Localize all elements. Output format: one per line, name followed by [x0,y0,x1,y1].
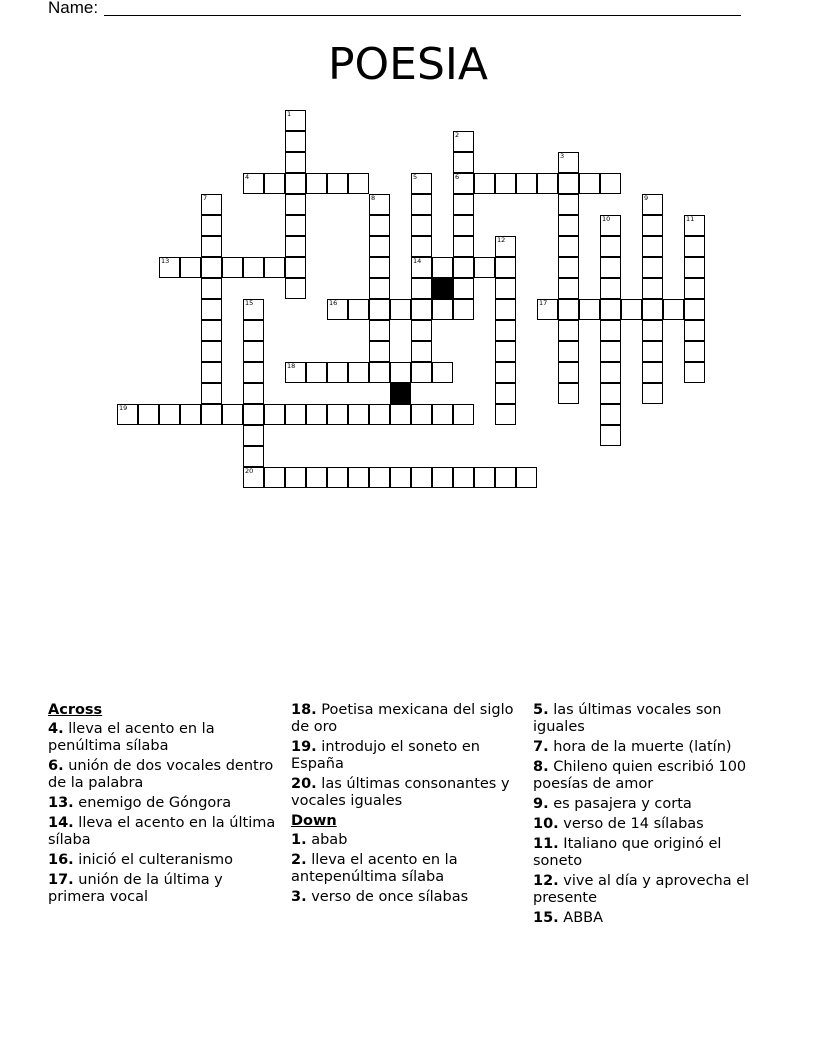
clue-item [291,739,523,773]
grid-cell[interactable] [243,446,264,467]
grid-cell[interactable] [600,404,621,425]
clue-number: 2 [455,131,460,139]
grid-cell[interactable] [348,173,369,194]
grid-cell[interactable] [243,362,264,383]
grid-cell[interactable] [684,236,705,257]
clue-item-text: Chileno quien escribió 100 poesías de amor [533,759,747,792]
grid-cell[interactable] [243,257,264,278]
grid-cell[interactable] [306,362,327,383]
clue-item-text: abab [306,832,348,848]
clue-column-1 [48,702,280,909]
clue-item-number: 6. [48,758,64,774]
clue-item-text: las últimas vocales son iguales [533,702,722,735]
clue-item-text: unión de dos vocales dentro de la palabra [48,758,274,791]
clue-number: 9 [644,194,649,202]
grid-cell[interactable] [684,341,705,362]
grid-cell[interactable] [558,299,579,320]
clue-item-number: 18. [291,702,317,718]
clue-item-text: verso de once sílabas [306,889,469,905]
clue-item-number: 20. [291,776,317,792]
clue-item [533,739,765,756]
grid-cell[interactable] [537,173,558,194]
grid-cell[interactable] [285,257,306,278]
clue-number: 8 [371,194,376,202]
grid-cell[interactable] [642,320,663,341]
grid-cell[interactable] [369,278,390,299]
clue-item-number: 11. [533,836,559,852]
grid-cell[interactable] [348,404,369,425]
grid-cell[interactable] [558,257,579,278]
grid-cell[interactable] [684,362,705,383]
grid-cell[interactable] [201,236,222,257]
clue-item-text: ABBA [558,910,604,926]
clue-item-text: lleva el acento en la última sílaba [48,815,276,848]
grid-cell[interactable] [495,278,516,299]
grid-cell[interactable] [684,257,705,278]
grid-cell[interactable] [285,278,306,299]
grid-cell[interactable] [432,404,453,425]
clue-item-text: las últimas consonantes y vocales iguales [291,776,510,809]
grid-cell[interactable] [285,194,306,215]
grid-cell[interactable] [558,215,579,236]
clue-item-number: 12. [533,873,559,889]
grid-cell[interactable] [558,194,579,215]
grid-cell[interactable] [495,362,516,383]
grid-cell[interactable] [600,362,621,383]
grid-cell[interactable] [642,257,663,278]
grid-cell[interactable] [516,173,537,194]
grid-cell[interactable] [411,299,432,320]
clue-number: 3 [560,152,565,160]
clue-item-number: 13. [48,795,74,811]
grid-cell[interactable] [201,320,222,341]
grid-cell[interactable] [453,257,474,278]
grid-cell[interactable] [495,299,516,320]
grid-cell[interactable] [411,467,432,488]
grid-cell[interactable] [579,299,600,320]
grid-cell[interactable] [453,467,474,488]
clue-item-number: 5. [533,702,549,718]
grid-cell[interactable] [516,467,537,488]
grid-cell[interactable] [453,152,474,173]
grid-cell[interactable] [243,404,264,425]
clue-number: 12 [497,236,506,244]
grid-cell[interactable] [369,257,390,278]
clue-number: 7 [203,194,208,202]
clue-item [533,796,765,813]
grid-cell[interactable] [474,173,495,194]
crossword-grid [0,0,816,500]
clue-item-text: lleva el acento en la penúltima sílaba [48,721,215,754]
grid-cell[interactable] [453,215,474,236]
clue-number: 20 [245,467,254,475]
clue-item [291,832,523,849]
grid-cell[interactable] [201,299,222,320]
grid-cell[interactable] [621,299,642,320]
grid-cell[interactable] [642,299,663,320]
grid-cell[interactable] [285,236,306,257]
grid-cell[interactable] [600,341,621,362]
grid-cell[interactable] [684,299,705,320]
clue-item [48,758,280,792]
grid-cell[interactable] [264,404,285,425]
grid-cell[interactable] [474,257,495,278]
clue-item [533,702,765,736]
grid-cell[interactable] [243,383,264,404]
grid-cell[interactable] [243,425,264,446]
grid-cell[interactable] [495,383,516,404]
clue-item-number: 7. [533,739,549,755]
grid-cell[interactable] [285,131,306,152]
clue-item [291,889,523,906]
grid-cell[interactable] [495,404,516,425]
grid-cell[interactable] [264,173,285,194]
grid-cell[interactable] [558,320,579,341]
grid-cell[interactable] [453,299,474,320]
clue-item-number: 10. [533,816,559,832]
clue-item [291,852,523,886]
clue-item-text: Italiano que originó el soneto [533,836,722,869]
clue-item-text: Poetisa mexicana del siglo de oro [291,702,514,735]
grid-cell[interactable] [180,404,201,425]
clue-number: 18 [287,362,296,370]
grid-cell[interactable] [495,320,516,341]
grid-cell[interactable] [264,467,285,488]
grid-cell[interactable] [411,341,432,362]
clue-item-number: 2. [291,852,307,868]
clue-item [48,795,280,812]
grid-cell[interactable] [642,341,663,362]
grid-cell[interactable] [495,467,516,488]
grid-cell[interactable] [558,236,579,257]
grid-cell[interactable] [600,257,621,278]
grid-cell[interactable] [369,362,390,383]
clue-heading-across: Across [48,702,103,718]
clue-number: 6 [455,173,460,181]
clue-number: 1 [287,110,292,118]
grid-cell[interactable] [600,320,621,341]
clue-item-text: hora de la muerte (latín) [548,739,732,755]
grid-cell[interactable] [201,362,222,383]
grid-cell[interactable] [285,152,306,173]
grid-cell[interactable] [390,362,411,383]
grid-cell[interactable] [285,404,306,425]
grid-cell[interactable] [411,215,432,236]
clue-number: 17 [539,299,548,307]
grid-cell[interactable] [411,278,432,299]
grid-cell[interactable] [327,362,348,383]
clue-item [48,872,280,906]
grid-cell[interactable] [201,278,222,299]
grid-cell[interactable] [201,215,222,236]
grid-cell[interactable] [201,383,222,404]
clue-item-text: vive al día y aprovecha el presente [533,873,750,906]
grid-cell[interactable] [369,215,390,236]
clue-item [533,873,765,907]
clue-item-number: 3. [291,889,307,905]
clue-item-number: 8. [533,759,549,775]
clue-number: 11 [686,215,695,223]
grid-cell[interactable] [453,236,474,257]
grid-cell[interactable] [642,362,663,383]
grid-cell[interactable] [432,362,453,383]
grid-cell[interactable] [201,341,222,362]
grid-cell[interactable] [600,278,621,299]
grid-cell[interactable] [642,236,663,257]
grid-cell[interactable] [369,467,390,488]
grid-cell[interactable] [201,404,222,425]
clue-item [533,759,765,793]
clue-item-text: unión de la última y primera vocal [48,872,223,905]
grid-cell[interactable] [600,173,621,194]
grid-cell[interactable] [495,341,516,362]
grid-cell[interactable] [201,257,222,278]
grid-cell[interactable] [306,467,327,488]
grid-cell[interactable] [495,173,516,194]
clue-item [533,910,765,927]
clue-number: 13 [161,257,170,265]
clue-number: 10 [602,215,611,223]
grid-cell[interactable] [600,383,621,404]
grid-cell[interactable] [306,173,327,194]
grid-cell[interactable] [663,299,684,320]
grid-cell[interactable] [327,173,348,194]
grid-cell[interactable] [222,257,243,278]
grid-cell[interactable] [390,404,411,425]
clue-item-number: 17. [48,872,74,888]
grid-cell[interactable] [327,467,348,488]
grid-cell[interactable] [432,299,453,320]
clue-item [48,721,280,755]
grid-cell[interactable] [180,257,201,278]
clue-item [291,776,523,810]
grid-cell[interactable] [411,236,432,257]
clue-item-text: introdujo el soneto en España [291,739,480,772]
grid-cell[interactable] [369,404,390,425]
grid-cell[interactable] [390,299,411,320]
clue-number: 16 [329,299,338,307]
grid-cell[interactable] [411,362,432,383]
clue-item-text: inició el culteranismo [73,852,233,868]
clue-column-2 [291,702,523,909]
clue-item [291,702,523,736]
clue-heading-down: Down [291,813,337,829]
grid-cell[interactable] [390,467,411,488]
grid-cell[interactable] [411,404,432,425]
grid-cell[interactable] [558,362,579,383]
clue-item [533,836,765,870]
grid-cell[interactable] [558,278,579,299]
grid-cell[interactable] [243,341,264,362]
grid-cell[interactable] [432,467,453,488]
clue-item-number: 14. [48,815,74,831]
clue-item-number: 15. [533,910,559,926]
grid-cell[interactable] [348,299,369,320]
grid-cell[interactable] [642,383,663,404]
clue-item-number: 1. [291,832,307,848]
grid-cell[interactable] [348,467,369,488]
grid-cell[interactable] [369,341,390,362]
grid-cell[interactable] [159,404,180,425]
grid-cell[interactable] [138,404,159,425]
grid-cell[interactable] [306,404,327,425]
grid-cell[interactable] [327,404,348,425]
clue-item-text: enemigo de Góngora [73,795,232,811]
clue-item-number: 16. [48,852,74,868]
grid-cell[interactable] [285,215,306,236]
grid-cell[interactable] [411,194,432,215]
grid-cell[interactable] [369,299,390,320]
grid-cell[interactable] [222,404,243,425]
name-label: Name: [48,0,99,17]
grid-cell[interactable] [285,467,306,488]
grid-cell[interactable] [600,299,621,320]
grid-cell[interactable] [348,362,369,383]
clue-item [48,815,280,849]
grid-cell[interactable] [243,320,264,341]
grid-cell[interactable] [684,320,705,341]
clue-item-text: lleva el acento en la antepenúltima sílaba [291,852,458,885]
black-cell [390,383,411,404]
grid-cell[interactable] [474,467,495,488]
grid-cell[interactable] [285,173,306,194]
grid-cell[interactable] [642,215,663,236]
grid-cell[interactable] [432,257,453,278]
grid-cell[interactable] [579,173,600,194]
clue-item-text: es pasajera y corta [548,796,692,812]
grid-cell[interactable] [453,404,474,425]
black-cell [432,278,453,299]
clue-item-text: verso de 14 sílabas [558,816,704,832]
grid-cell[interactable] [600,425,621,446]
clue-number: 19 [119,404,128,412]
grid-cell[interactable] [264,257,285,278]
grid-cell[interactable] [558,383,579,404]
clue-number: 4 [245,173,250,181]
grid-cell[interactable] [369,320,390,341]
clue-item-number: 9. [533,796,549,812]
grid-cell[interactable] [411,320,432,341]
grid-cell[interactable] [558,341,579,362]
clue-number: 15 [245,299,254,307]
grid-cell[interactable] [453,278,474,299]
clue-item-number: 19. [291,739,317,755]
clue-item [533,816,765,833]
page-title: POESIA [328,39,488,90]
grid-cell[interactable] [642,278,663,299]
clue-number: 14 [413,257,422,265]
grid-cell[interactable] [495,257,516,278]
grid-cell[interactable] [600,236,621,257]
grid-cell[interactable] [558,173,579,194]
clue-item [48,852,280,869]
grid-cell[interactable] [453,194,474,215]
clue-number: 5 [413,173,418,181]
clue-item-number: 4. [48,721,64,737]
clue-column-3 [533,702,765,930]
grid-cell[interactable] [369,236,390,257]
grid-cell[interactable] [684,278,705,299]
